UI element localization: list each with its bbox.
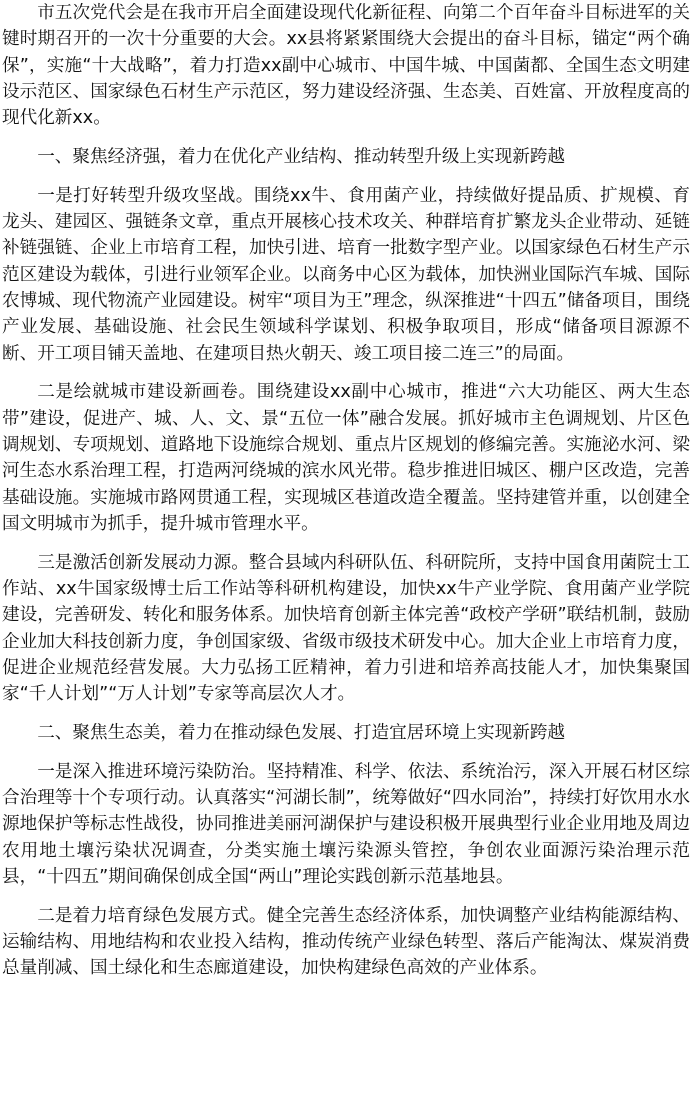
paragraph-pollution-control: 一是深入推进环境污染防治。坚持精准、科学、依法、系统治污，深入开展石材区综合治理等十个专项行动。认真落实“河湖长制”，统筹做好“四水同治”，持续打好饮用水水源地保护等标志性战役，协同推进美丽河湖保护与建设积极开展典型行业企业用地及周边农用地土壤污染状况调查，分类实施土壤污染源头管控，争创农业面源污染治理示范县，“十四五”期间确保创成全国“两山”理论实践创新示范基地县。 bbox=[2, 761, 690, 887]
paragraph-urban-construction: 二是绘就城市建设新画卷。围绕建设xx副中心城市，推进“六大功能区、两大生态带”建设，促进产、城、人、文、景“五位一体”融合发展。抓好城市主色调规划、片区色调规划、专项规划、道路地下设施综合规划、重点片区规划的修编完善。实施泌水河、梁河生态水系治理工程，打造两河绕城的滨水风光带。稳步推进旧城区、棚户区改造，完善基础设施。实施城市路网贯通工程，实现城区巷道改造全覆盖。坚持建管并重，以创建全国文明城市为抓手，提升城市管理水平。 bbox=[2, 382, 690, 534]
intro-paragraph: 市五次党代会是在我市开启全面建设现代化新征程、向第二个百年奋斗目标进军的关键时期召开的一次十分重要的大会。xx县将紧紧围绕大会提出的奋斗目标，锚定“两个确保”，实施“十大战略”，着力打造xx副中心城市、中国牛城、中国菌都、全国生态文明建设示范区、国家绿色石材生产示范区，努力建设经济强、生态美、百姓富、开放程度高的现代化新xx。 bbox=[2, 3, 690, 129]
section-heading-economy: 一、聚焦经济强，着力在优化产业结构、推动转型升级上实现新跨越 bbox=[37, 146, 566, 167]
paragraph-transformation-upgrade: 一是打好转型升级攻坚战。围绕xx牛、食用菌产业，持续做好提品质、扩规模、育龙头、建园区、强链条文章，重点开展核心技术攻关、种群培育扩繁龙头企业带动、延链补链强链、企业上市培育工程，加快引进、培育一批数字型产业。以国家绿色石材生产示范区建设为载体，引进行业领军企业。以商务中心区为载体，加快洲业国际汽车城、国际农博城、现代物流产业园建设。树牢“项目为王”理念，纵深推进“十四五”储备项目，围绕产业发展、基础设施、社会民生领域科学谋划、积极争取项目，形成“储备项目源源不断、开工项目铺天盖地、在建项目热火朝天、竣工项目接二连三”的局面。 bbox=[2, 185, 690, 364]
paragraph-green-development: 二是着力培育绿色发展方式。健全完善生态经济体系，加快调整产业结构能源结构、运输结构、用地结构和农业投入结构，推动传统产业绿色转型、落后产能淘汰、煤炭消费总量削减、国土绿化和生态廊道建设，加快构建绿色高效的产业体系。 bbox=[2, 905, 690, 979]
section-heading-ecology: 二、聚焦生态美，着力在推动绿色发展、打造宜居环境上实现新跨越 bbox=[37, 722, 566, 743]
paragraph-innovation-drive: 三是激活创新发展动力源。整合县域内科研队伍、科研院所，支持中国食用菌院士工作站、xx牛国家级博士后工作站等科研机构建设，加快xx牛产业学院、食用菌产业学院建设，完善研发、转化和服务体系。加快培育创新主体完善“政校产学研”联结机制，鼓励企业加大科技创新力度，争创国家级、省级市级技术研发中心。加大企业上市培育力度，促进企业规范经营发展。大力弘扬工匠精神，着力引进和培养高技能人才，加快集聚国家“千人计划”“万人计划”专家等高层次人才。 bbox=[2, 552, 690, 705]
